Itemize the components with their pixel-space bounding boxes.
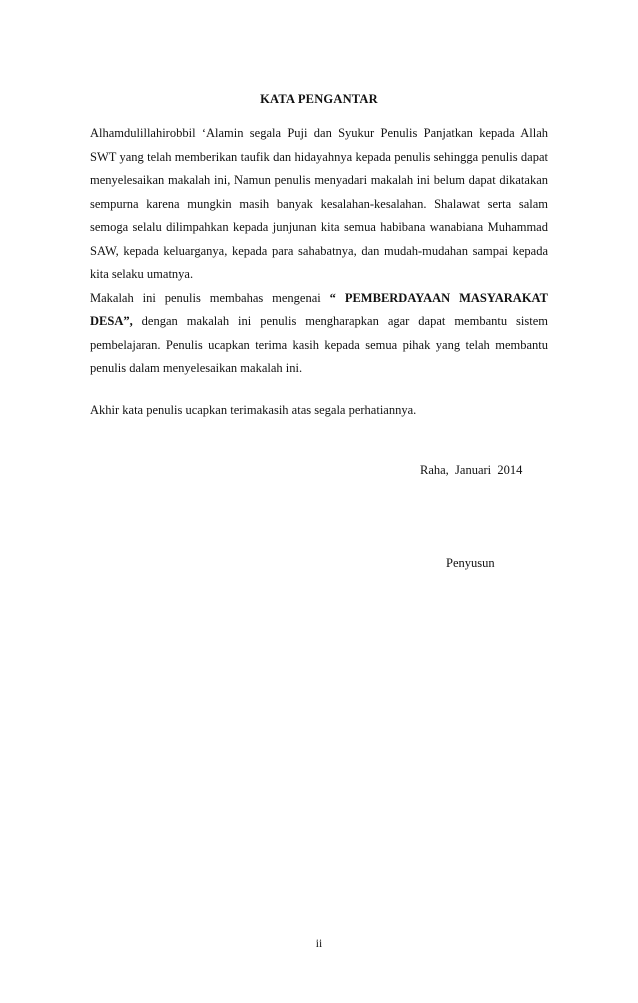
page-title: KATA PENGANTAR <box>260 92 378 106</box>
paragraph-intro: Alhamdulillahirobbil ‘Alamin segala Puji dan Syukur Penulis Panjatkan kepada Allah SWT yang telah memberikan taufik dan hidayahnya kepada penulis sehingga penulis dapat menyelesaikan makalah ini, Namun penulis menyadari makalah ini belum dapat dikatakan sempurna karena mungkin masih banyak kesalahan-kesalahan. Shalawat serta salam semoga selalu dilimpahkan kepada junjunan kita semua habibana wanabiana Muhammad SAW, kepada keluarganya, kepada para sahabatnya, dan mudah-mudahan sampai kepada kita selaku umatnya. <box>90 126 548 281</box>
body-text <box>90 122 548 381</box>
signer-label: Penyusun <box>446 556 495 570</box>
page-number: ii <box>315 938 323 950</box>
paragraph-topic-prefix: Makalah ini penulis membahas mengenai <box>90 290 330 305</box>
closing-line: Akhir kata penulis ucapkan terimakasih atas segala perhatiannya. <box>90 403 417 417</box>
paragraph-topic-title: “ PEMBERDAYAAN MASYARAKAT DESA”, <box>90 290 548 328</box>
paragraph-topic-suffix: dengan makalah ini penulis mengharapkan agar dapat membantu sistem pembelajaran. Penulis ucapkan terima kasih kepada semua pihak yang telah membantu penulis dalam menyelesaikan makalah ini. <box>90 314 548 375</box>
paragraph-topic <box>90 287 548 381</box>
place-date: Raha, Januari 2014 <box>420 463 523 477</box>
